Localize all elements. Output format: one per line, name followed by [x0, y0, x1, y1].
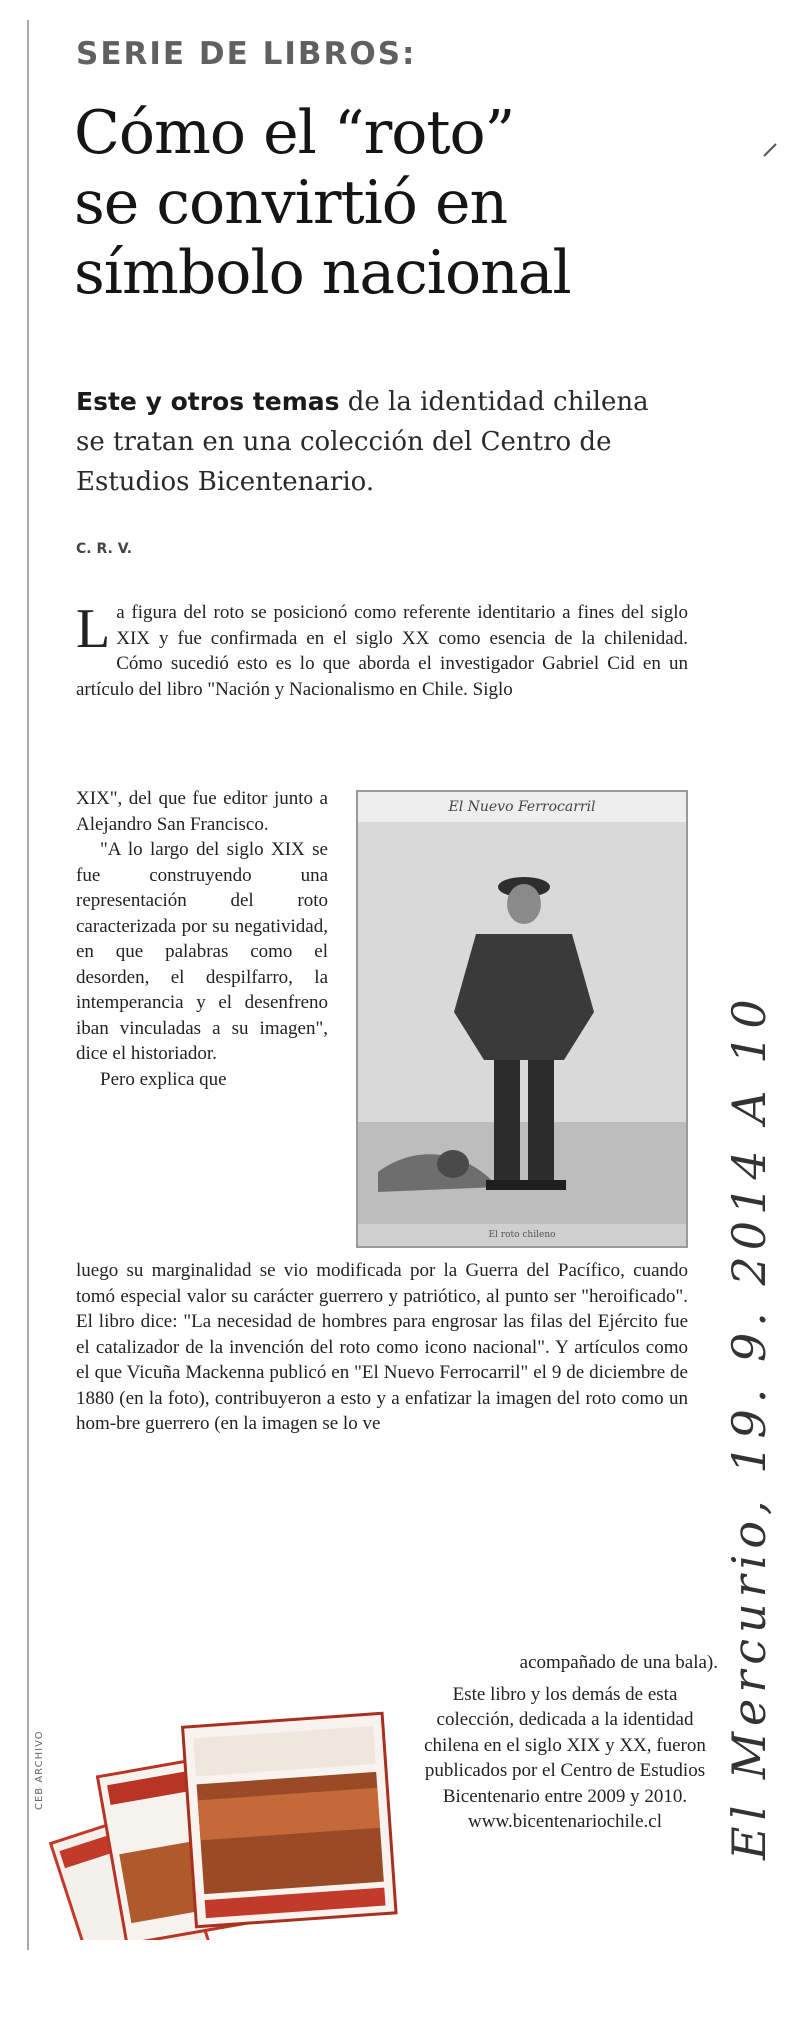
headline-line: Cómo el “roto” [74, 98, 515, 168]
closing-paragraph: Este libro y los demás de esta colección, dedicada a la identidad chilena en el siglo XIX y XX, fueron publicados por el Centro de Estudios Bicentenario entre 2009 y 2010. www.bicentenariochile.cl [424, 1683, 706, 1832]
paragraph-text: luego su marginalidad se vio modificada por la Guerra del Pacífico, cuando tomó especial valor su carácter guerrero y patriótico, al punto ser "heroificado". El libro dice: "La necesidad de hombres para engrosar las filas del Ejército fue el catalizador de la invención del roto como icono nacional". Y artículos como el que Vicuña Mackenna publicó en "El Nuevo Ferrocarril" el 9 de diciembre de 1880 (en la foto), contribuyeron a esto y a enfatizar la imagen del roto como un hom-bre guerrero (en la imagen se lo ve [76, 1260, 688, 1434]
headline-line: símbolo nacional [74, 238, 571, 308]
deck [76, 382, 676, 502]
left-column [76, 786, 328, 1092]
quote-paragraph: "A lo largo del siglo XIX se fue construyendo una representación del roto caracterizada por su negatividad, en que palabras como el desorden, el despilfarro, la intemperancia y el desenfreno iban vinculadas a su imagen", dice el historiador. [76, 839, 328, 1064]
deck-text: de la identidad chilena se tratan en una colección del Centro de Estudios Bicentenario. [76, 387, 649, 497]
paragraph-intro [76, 600, 688, 702]
right-column [412, 1650, 718, 1835]
byline: C. R. V. [76, 541, 133, 557]
page-border [27, 20, 29, 1950]
photo-credit: CEB ARCHIVO [34, 1730, 45, 1810]
book-collection-image [40, 1690, 410, 1940]
drop-cap: L [76, 598, 111, 660]
archival-photo [356, 790, 688, 1248]
deck-bold-lead: Este y otros temas [76, 387, 340, 416]
handwritten-date-note: El Mercurio, 19. 9. 2014 A 10 [722, 993, 776, 1860]
roto-figure-illustration [358, 792, 688, 1248]
paragraph-text: XIX", del que fue editor junto a Alejandro San Francisco. [76, 788, 328, 835]
headline [74, 98, 734, 308]
section-kicker: SERIE DE LIBROS: [76, 36, 417, 72]
photo-caption: El roto chileno [358, 1224, 686, 1246]
headline-line: se convirtió en [74, 168, 508, 238]
paragraph-text: Pero explica que [100, 1068, 227, 1090]
paragraph-body [76, 1258, 688, 1437]
paragraph-text: a figura del roto se posicionó como referente identitario a fines del siglo XIX y fue confirmada en el siglo XX como esencia de la chilenidad. Cómo sucedió esto es lo que aborda el investigador Gabriel Cid en un artículo del libro "Nación y Nacionalismo en Chile. Siglo [76, 602, 688, 700]
pencil-mark-icon [760, 140, 780, 160]
photo-masthead: El Nuevo Ferrocarril [358, 792, 686, 822]
paragraph-text: acompañado de una bala). [519, 1652, 718, 1673]
